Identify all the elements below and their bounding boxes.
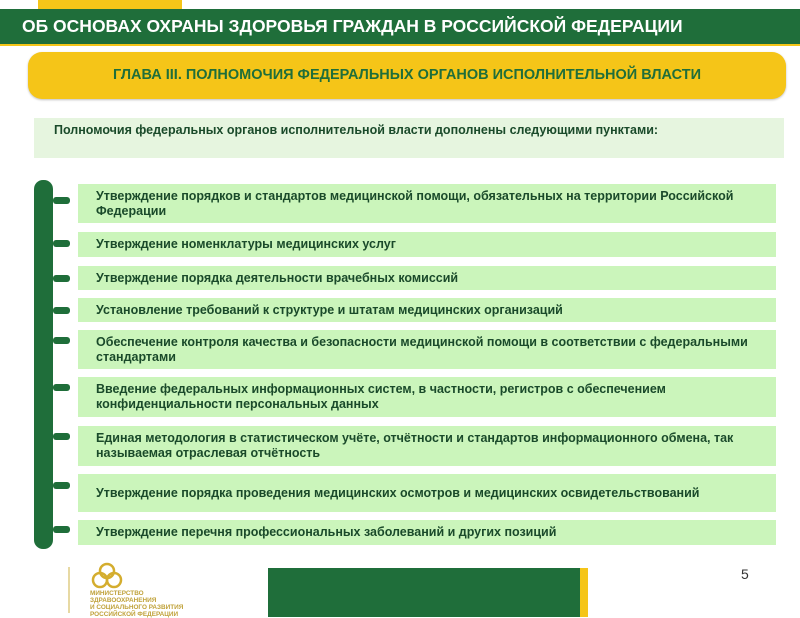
item-connector xyxy=(53,307,70,314)
list-item-text: Утверждение порядка проведения медицинских осмотров и медицинских освидетельствований xyxy=(96,485,700,500)
logo-line: РОССИЙСКОЙ ФЕДЕРАЦИИ xyxy=(90,611,179,618)
list-item-text: Единая методология в статистическом учёте, отчётности и стандартов информационного обмена, так называемая отраслевая отчётность xyxy=(96,431,734,460)
footer-gold-stripe xyxy=(580,568,588,617)
intro-text: Полномочия федеральных органов исполнительной власти дополнены следующими пунктами: xyxy=(54,123,659,137)
list-item-text: Утверждение перечня профессиональных заболеваний и других позиций xyxy=(96,525,557,539)
chapter-banner xyxy=(28,52,786,99)
page-number: 5 xyxy=(741,566,749,582)
list-item xyxy=(78,426,776,466)
item-connector xyxy=(53,433,70,440)
ministry-logo-text xyxy=(90,590,183,618)
list-item xyxy=(78,474,776,512)
logo-line: ЗДРАВООХРАНЕНИЯ xyxy=(90,597,157,604)
footer-divider xyxy=(68,567,70,613)
item-connector xyxy=(53,197,70,204)
list-item xyxy=(78,184,776,223)
list-item xyxy=(78,298,776,322)
header-bar xyxy=(0,9,800,46)
logo-line: И СОЦИАЛЬНОГО РАЗВИТИЯ xyxy=(90,604,184,611)
list-item-text: Введение федеральных информационных систем, в частности, регистров с обеспечением конфиденциальности персональных данных xyxy=(96,382,666,411)
list-item xyxy=(78,520,776,545)
list-item xyxy=(78,330,776,369)
item-connector xyxy=(53,240,70,247)
item-connector xyxy=(53,482,70,489)
list-item xyxy=(78,266,776,290)
list-item-text: Установление требований к структуре и штатам медицинских организаций xyxy=(96,302,563,317)
intro-box xyxy=(34,118,784,158)
list-item xyxy=(78,232,776,257)
header-title: ОБ ОСНОВАХ ОХРАНЫ ЗДОРОВЬЯ ГРАЖДАН В РОССИЙСКОЙ ФЕДЕРАЦИИ xyxy=(22,16,683,36)
logo-line: МИНИСТЕРСТВО xyxy=(90,590,144,597)
list-item-text: Утверждение номенклатуры медицинских услуг xyxy=(96,237,396,251)
top-accent-gold xyxy=(38,0,182,9)
item-connector xyxy=(53,384,70,391)
list-item xyxy=(78,377,776,417)
list-item-text: Обеспечение контроля качества и безопасности медицинской помощи в соответствии с федеральными стандартами xyxy=(96,334,748,364)
list-item-text: Утверждение порядка деятельности врачебных комиссий xyxy=(96,270,459,285)
item-connector xyxy=(53,275,70,282)
top-accent-strip xyxy=(0,0,800,9)
item-connector xyxy=(53,337,70,344)
item-connector xyxy=(53,526,70,533)
list-rail xyxy=(34,180,53,549)
footer-green-block xyxy=(268,568,580,617)
list-item-text: Утверждение порядков и стандартов медицинской помощи, обязательных на территории Российской Федерации xyxy=(96,188,734,218)
chapter-title: ГЛАВА III. ПОЛНОМОЧИЯ ФЕДЕРАЛЬНЫХ ОРГАНОВ ИСПОЛНИТЕЛЬНОЙ ВЛАСТИ xyxy=(112,67,702,83)
